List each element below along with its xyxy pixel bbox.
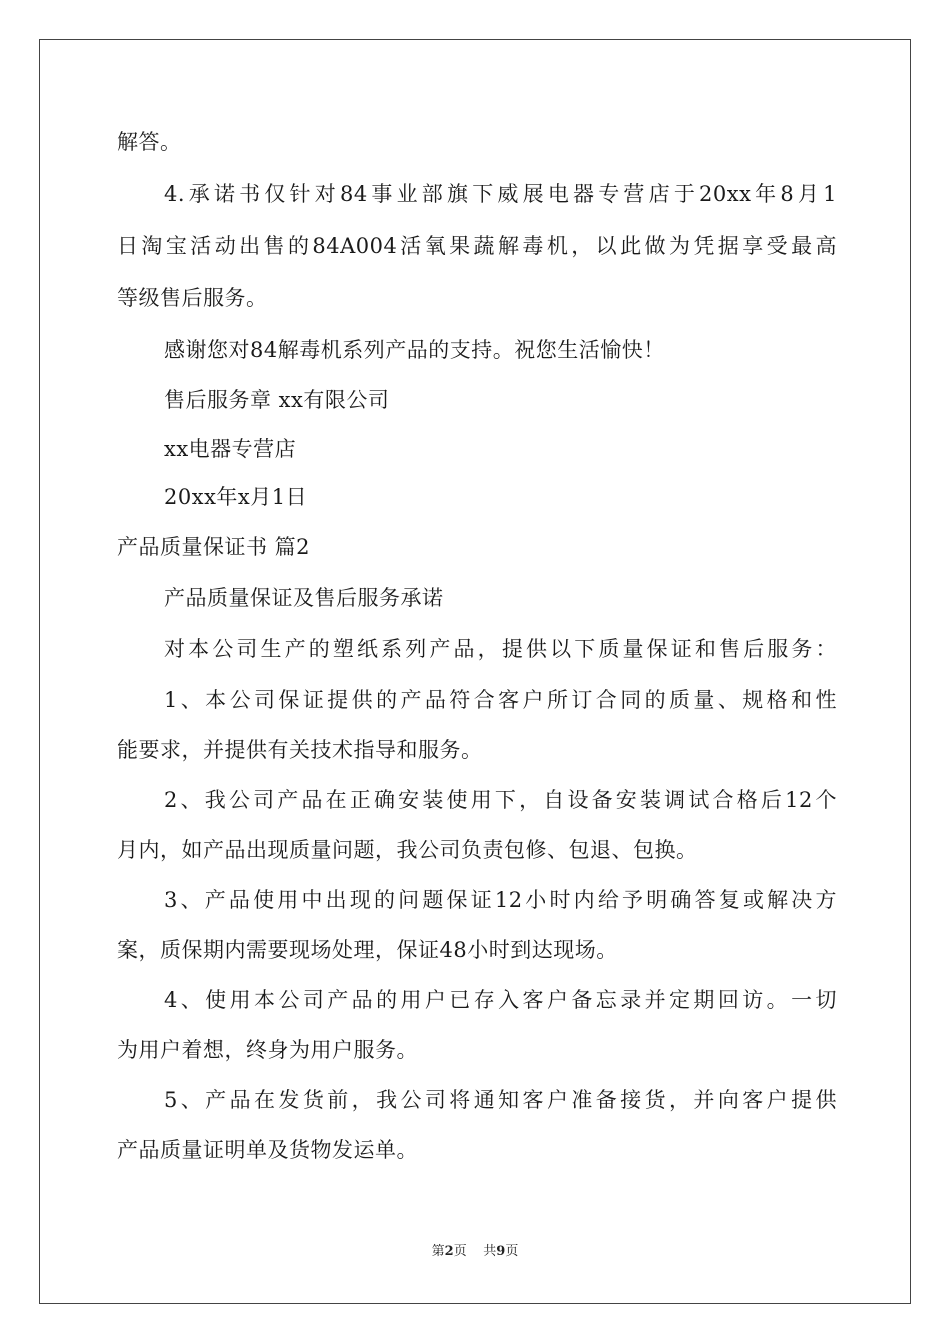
page-footer (0, 1244, 950, 1260)
footer-total-pages: 9 (496, 1244, 506, 1259)
text-line: 2、我公司产品在正确安装使用下，自设备安装调试合格后12个 (164, 788, 837, 812)
text-line: 产品质量证明单及货物发运单。 (117, 1138, 418, 1162)
text-line: 产品质量保证及售后服务承诺 (164, 586, 444, 610)
text-line: xx电器专营店 (164, 437, 297, 461)
text-line: 1、本公司保证提供的产品符合客户所订合同的质量、规格和性 (164, 688, 837, 712)
text-line: 解答。 (117, 130, 182, 154)
text-line: 4.承诺书仅针对84事业部旗下威展电器专营店于20xx年8月1 (164, 182, 837, 206)
text-line: 月内，如产品出现质量问题，我公司负责包修、包退、包换。 (117, 838, 698, 862)
text-line: 感谢您对84解毒机系列产品的支持。祝您生活愉快！ (164, 338, 665, 362)
text-line: 20xx年x月1日 (164, 485, 308, 509)
footer-total-prefix: 共 (483, 1244, 497, 1259)
footer-page-number: 2 (444, 1244, 454, 1259)
text-line: 售后服务章 xx有限公司 (164, 388, 390, 412)
footer-total-suffix: 页 (505, 1244, 519, 1259)
text-line: 对本公司生产的塑纸系列产品，提供以下质量保证和售后服务： (164, 637, 837, 661)
text-line: 等级售后服务。 (117, 286, 268, 310)
footer-page-prefix: 第 (431, 1244, 445, 1259)
section-heading: 产品质量保证书 篇2 (117, 535, 311, 559)
text-line: 3、产品使用中出现的问题保证12小时内给予明确答复或解决方 (164, 888, 837, 912)
text-line: 能要求，并提供有关技术指导和服务。 (117, 738, 483, 762)
text-line: 案，质保期内需要现场处理，保证48小时到达现场。 (117, 938, 618, 962)
text-line: 4、使用本公司产品的用户已存入客户备忘录并定期回访。一切 (164, 988, 837, 1012)
text-line: 为用户着想，终身为用户服务。 (117, 1038, 418, 1062)
text-line: 日淘宝活动出售的84A004活氧果蔬解毒机，以此做为凭据享受最高 (117, 234, 837, 258)
text-line: 5、产品在发货前，我公司将通知客户准备接货，并向客户提供 (164, 1088, 837, 1112)
footer-page-suffix: 页 (453, 1244, 467, 1259)
